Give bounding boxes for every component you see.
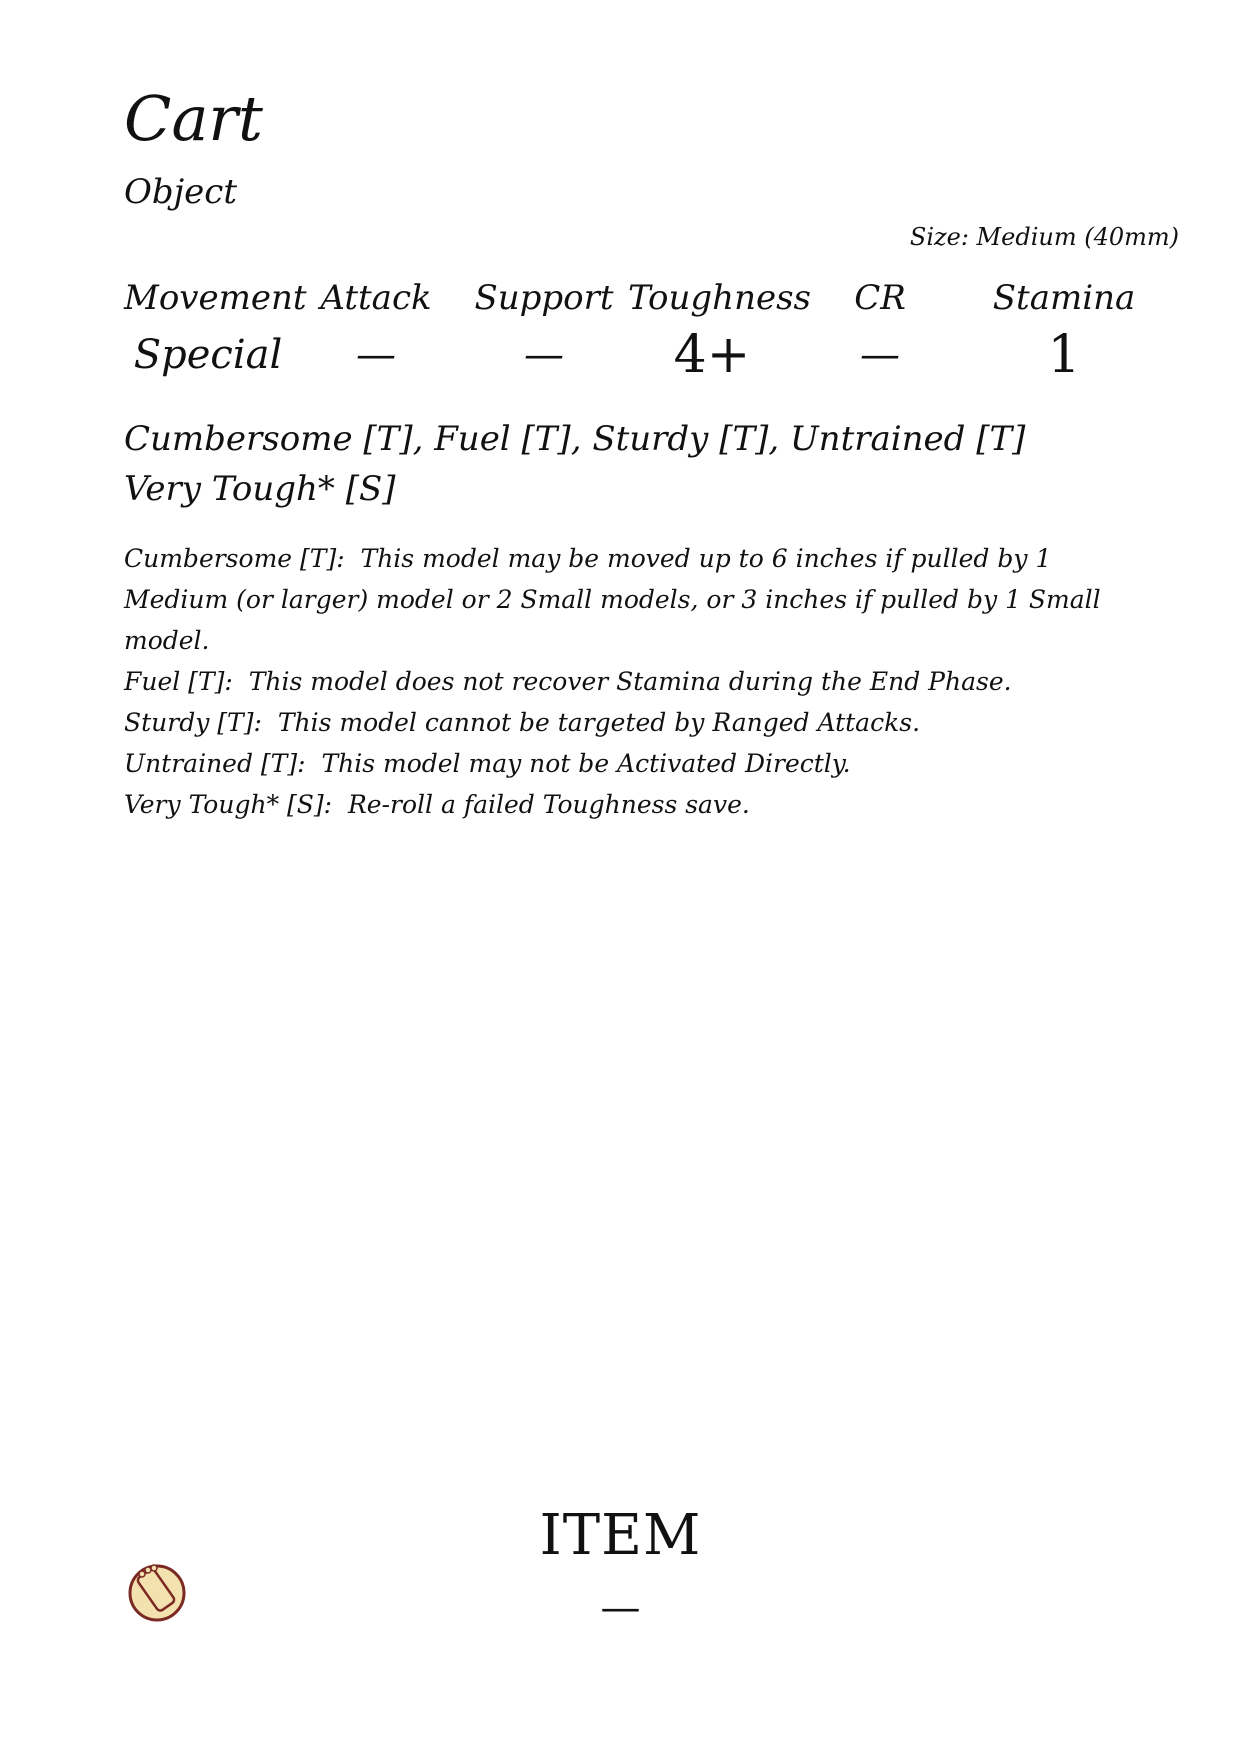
stat-value-stamina: 1 (1047, 325, 1081, 385)
trait-line: Cumbersome [T], Fuel [T], Sturdy [T], Untrained [T] (124, 419, 1026, 459)
rules-text (124, 538, 1104, 825)
rule-text: This model does not recover Stamina during the End Phase. (248, 667, 1012, 696)
stat-header-attack: Attack (320, 278, 432, 318)
rule-name: Sturdy [T]: (124, 708, 262, 737)
footer-category: ITEM (539, 1503, 702, 1568)
rule-text: This model may be moved up to 6 inches if pulled by 1 Medium (or larger) model or 2 Small models, or 3 inches if pulled by 1 Small model. (124, 544, 1101, 655)
size-label: Size: Medium (40mm) (909, 223, 1179, 251)
stat-header-stamina: Stamina (992, 278, 1136, 318)
rule-entry (124, 538, 1104, 661)
rule-text: Re-roll a failed Toughness save. (347, 790, 750, 819)
rule-entry (124, 743, 1104, 784)
rule-name: Cumbersome [T]: (124, 544, 345, 573)
stat-header-cr: CR (854, 278, 906, 318)
trait-list (124, 414, 1025, 514)
stat-header-toughness: Toughness (628, 278, 811, 318)
rule-entry (124, 661, 1104, 702)
card-type: Object (124, 172, 238, 212)
stat-value-toughness: 4+ (673, 325, 751, 385)
rule-name: Fuel [T]: (124, 667, 233, 696)
rule-name: Untrained [T]: (124, 749, 306, 778)
trait-line: Very Tough* [S] (124, 469, 396, 509)
card-title: Cart (124, 82, 263, 155)
footer-value: — (600, 1585, 641, 1631)
rule-text: This model cannot be targeted by Ranged Attacks. (277, 708, 921, 737)
stat-table (124, 276, 1164, 384)
stat-value-movement: Special (133, 332, 283, 378)
rule-text: This model may not be Activated Directly. (321, 749, 851, 778)
stat-value-attack: — (356, 332, 396, 378)
rule-entry (124, 784, 1104, 825)
stat-value-cr: — (860, 332, 900, 378)
stat-header-support: Support (474, 278, 614, 318)
stat-header-movement: Movement (124, 278, 307, 318)
rule-name: Very Tough* [S]: (124, 790, 333, 819)
rule-entry (124, 702, 1104, 743)
stat-value-support: — (524, 332, 564, 378)
